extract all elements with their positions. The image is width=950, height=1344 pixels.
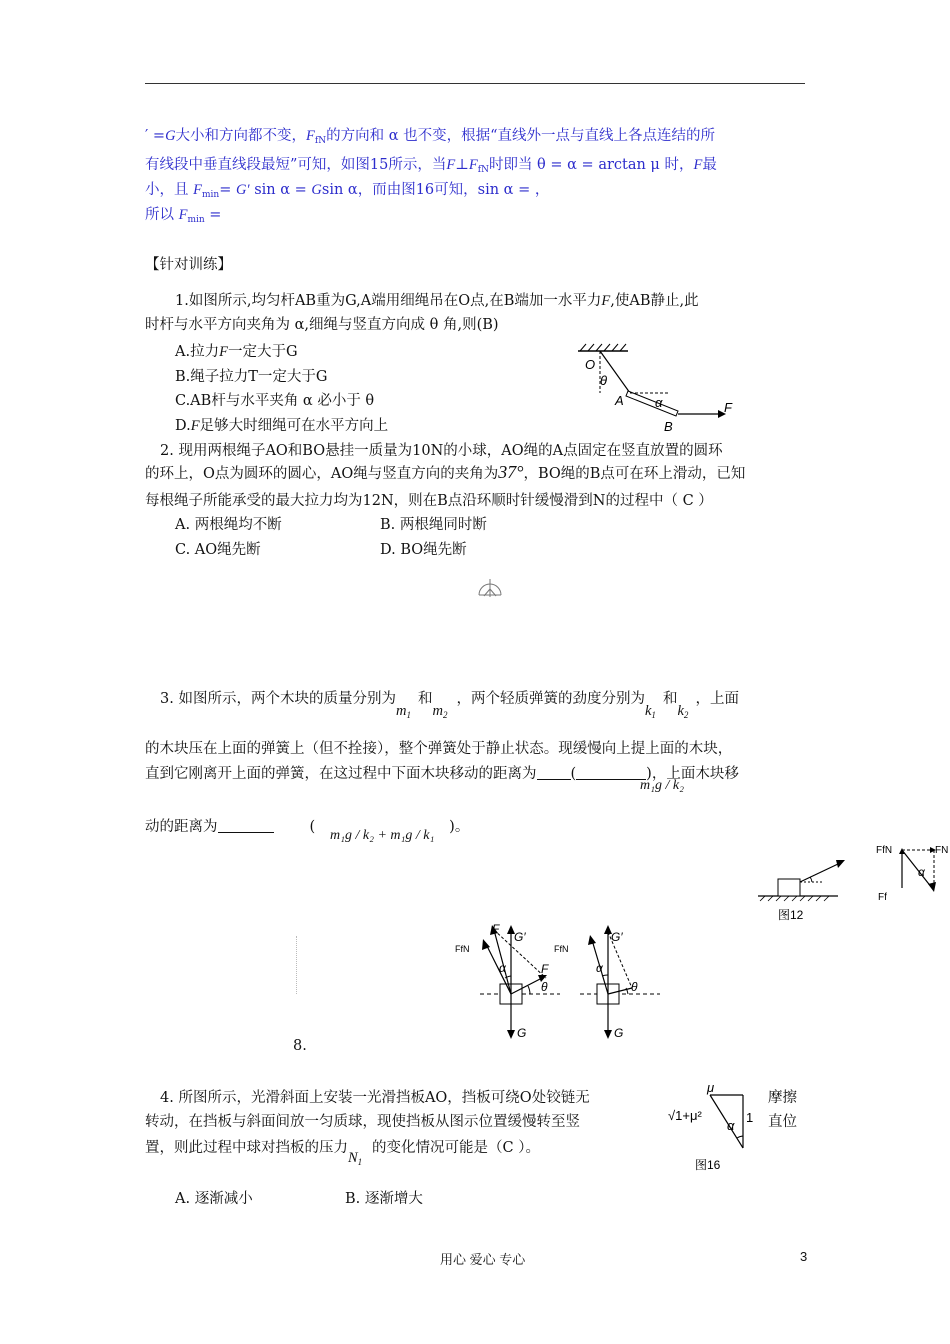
label-theta: θ: [600, 373, 608, 388]
figure-16: [666, 1080, 766, 1176]
q2-line-3: 每根绳子所能承受的最大拉力均为12N，则在B点沿环顺时针缓慢滑到N的过程中（ C ）: [145, 493, 713, 509]
rod: [626, 391, 678, 416]
label-ffn: FfN: [554, 944, 569, 954]
q1-line-2: 时杆与水平方向夹角为 α,细绳与竖直方向成 θ 角,则(B): [145, 317, 499, 333]
label-f-right: F: [541, 962, 549, 976]
label-alpha: α: [655, 395, 663, 410]
q1-option-a: A.拉力F一定大于G: [175, 344, 298, 360]
section-title: 【针对训练】: [145, 257, 232, 273]
solution-line-2: 有线段中垂直线段最短”可知，如图15所示，当$F\perp F_{fN}$时即当 θ = α = arctan μ 时，F最: [145, 157, 717, 175]
q3-line-2: 的木块压在上面的弹簧上（但不拴接），整个弹簧处于静止状态。现缓慢向上提上面的木块，: [145, 741, 733, 757]
q1-option-d: D.F足够大时细绳可在水平方向上: [175, 418, 389, 434]
figure-12: [752, 838, 947, 928]
label-f-top: F: [492, 922, 500, 936]
q4-line-1: 4. 所图所示，光滑斜面上安装一光滑挡板AO，挡板可绕O处铰链无: [160, 1090, 590, 1106]
q3-answer-2: m₁g / k₂ + m₁g / k₁: [330, 828, 435, 843]
label-fn: FN: [935, 845, 949, 856]
label-mu: μ: [707, 1080, 715, 1095]
label-g: G: [517, 1026, 527, 1040]
q4-line-2: 转动，在挡板与斜面间放一匀质球，现使挡板从图示位置缓慢转至竖: [145, 1114, 580, 1130]
label-o: O: [585, 357, 596, 372]
label-theta: θ: [631, 980, 638, 994]
label-g: G: [614, 1026, 624, 1040]
q2-line-2: 的环上，O点为圆环的圆心，AO绳与竖直方向的夹角为37°，BO绳的B点可在环上滑动，已知: [145, 462, 746, 482]
q2-option-d: D. BO绳先断: [380, 542, 467, 558]
q3-line-3: 直到它刚离开上面的弹簧，在这过程中下面木块移动的距离为 ( )，上面木块移: [145, 766, 739, 782]
label-ffn: FfN: [876, 845, 893, 856]
q2-option-b: B. 两根绳同时断: [380, 517, 487, 533]
q3-answer-1: m₁g / k₂: [640, 778, 684, 793]
pull-force: [800, 864, 838, 882]
label-hyp: √1+μ²: [668, 1108, 702, 1123]
ring-figure: [476, 575, 504, 601]
footer-text: 用心 爱心 专心: [440, 1252, 526, 1267]
label-a: A: [615, 393, 624, 408]
label-one: 1: [746, 1110, 754, 1125]
q4-side-2: 直位: [768, 1114, 797, 1130]
page-number: 3: [800, 1249, 808, 1264]
figure-12-caption: 图12: [778, 908, 804, 922]
q1-option-c: C.AB杆与水平夹角 α 必小于 θ: [175, 393, 375, 409]
label-theta: θ: [541, 980, 548, 994]
q3-line-1: 3. 如图所示，两个木块的质量分别为$m_1$和$m_2$，两个轻质弹簧的劲度分别为$k_1$和$k_2$，上面: [160, 691, 739, 720]
q3-line-4: 动的距离为 ( )。: [145, 819, 470, 835]
q1-option-b: B.绳子拉力T一定大于G: [175, 369, 328, 385]
q4-line-3: 置，则此过程中球对挡板的压力$N_1$的变化情况可能是（C ）。: [145, 1140, 540, 1167]
label-f: F: [724, 400, 732, 415]
label-ff: Ff: [878, 892, 887, 903]
q4-side-1: 摩擦: [768, 1090, 797, 1106]
header-rule: [145, 83, 805, 84]
faint-mark: [296, 936, 299, 994]
q2-option-a: A. 两根绳均不断: [175, 517, 282, 533]
figure-15-right: [552, 920, 667, 1045]
ceiling-hatch: [580, 344, 626, 351]
label-g-prime: G′: [514, 930, 526, 944]
q4-option-b: B. 逐渐增大: [345, 1191, 423, 1207]
q2-option-c: C. AO绳先断: [175, 542, 261, 558]
label-alpha: α: [596, 961, 603, 975]
pull-arrow: [836, 860, 845, 868]
label-g-prime: G′: [611, 930, 623, 944]
q2-line-1: 2. 现用两根绳子AO和BO悬挂一质量为10N的小球，AO绳的A点固定在竖直放置的圆环: [160, 443, 723, 459]
q4-option-a: A. 逐渐减小: [175, 1191, 253, 1207]
number-8: 8.: [293, 1038, 307, 1054]
label-alpha: α: [727, 1118, 735, 1133]
q1-line-1: 1.如图所示,均匀杆AB重为G,A端用细绳吊在O点,在B端加一水平力F,使AB静止,此: [175, 293, 699, 309]
label-b: B: [664, 419, 673, 434]
label-alpha: α: [499, 961, 506, 975]
label-alpha: α: [918, 865, 925, 879]
solution-line-3: 小，且 $F_{min}= G'$ sin α = Gsin α，而由图16可知，sin α = ，: [145, 182, 550, 200]
label-ffn: FfN: [455, 944, 470, 954]
solution-line-4: 所以 $F_{min}$ =: [145, 207, 222, 225]
q1-figure: [570, 343, 745, 435]
solution-line-1: ′ =G大小和方向都不变，$F_{fN}$的方向和 α 也不变，根据“直线外一点与直线上各点连结的所: [145, 128, 716, 146]
block: [778, 879, 800, 896]
figure-16-caption: 图16: [695, 1158, 721, 1172]
ground-hatch: [760, 896, 829, 901]
